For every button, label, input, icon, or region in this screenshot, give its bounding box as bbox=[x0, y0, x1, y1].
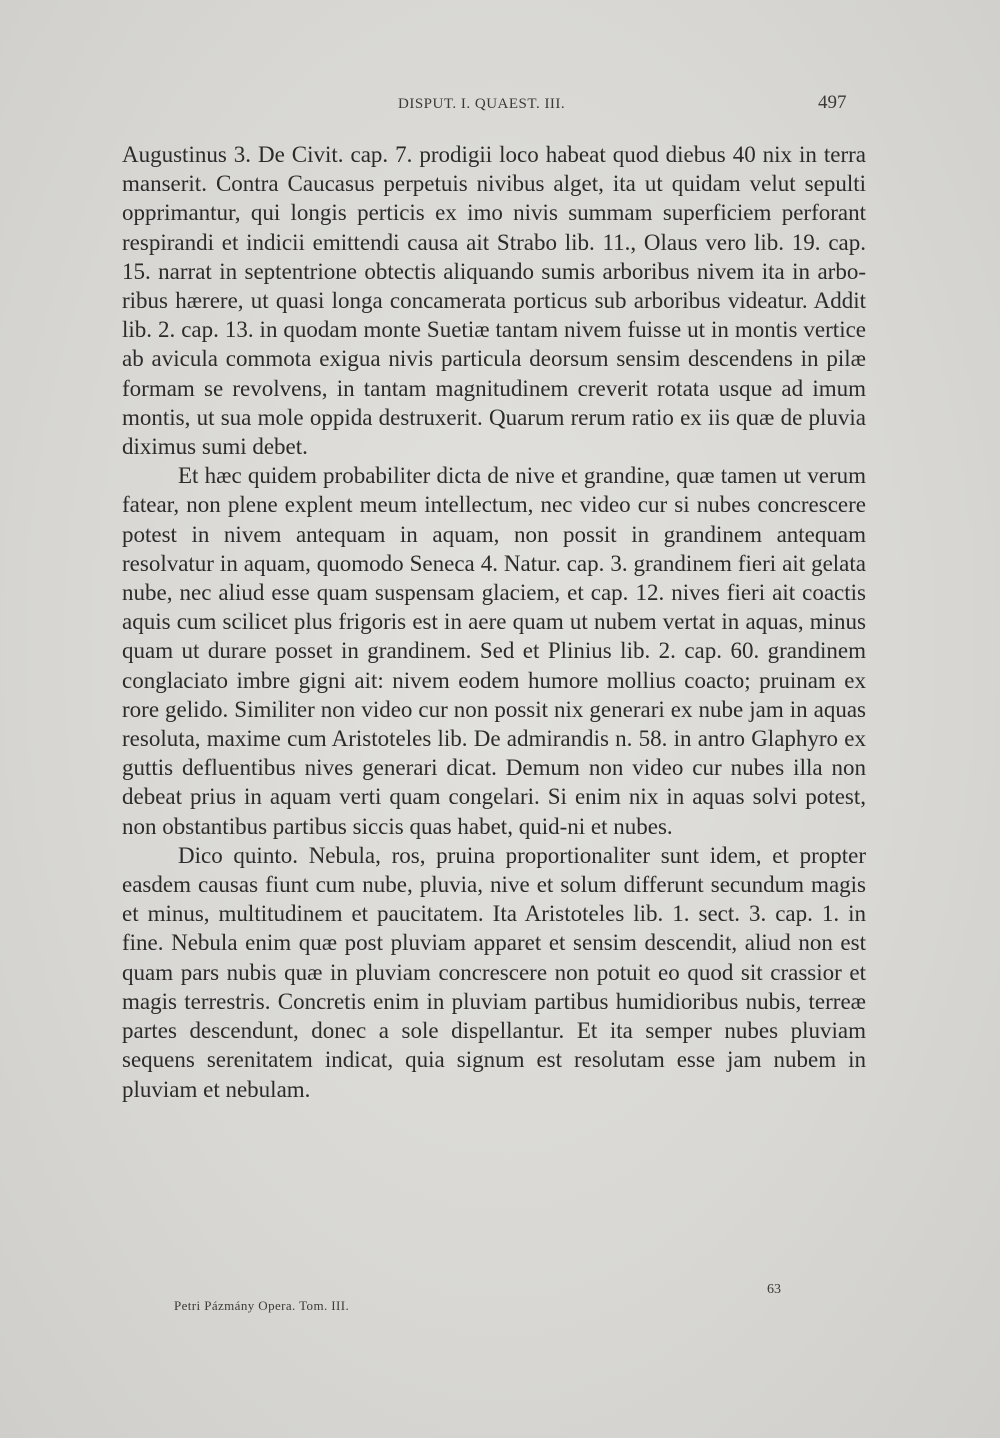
paragraph-augustinus: Augustinus 3. De Civit. cap. 7. prodigii loco habeat quod diebus 40 nix in terra manserit. Contra Caucasus perpetuis nivibus alget, ita ut quidam velut sepulti opprimantur, qui longis perticis ex imo nivis summam superficiem perforant respirandi et indicii emittendi causa ait Strabo lib. 11., Olaus vero lib. 19. cap. 15. narrat in septentrione obtectis aliquando sumis arboribus nivem ita in arboribus hærere, ut quasi longa concamerata porticus sub arboribus videatur. Addit lib. 2. cap. 13. in quodam monte Suetiæ tantam nivem fuisse ut in montis vertice ab avicula commota exigua nivis particula deorsum sensim descendens in pilæ formam se revolvens, in tantam magnitudinem creverit rotata usque ad imum montis, ut sua mole oppida destruxerit. Quarum rerum ratio ex iis quæ de pluvia diximus sumi debet. bbox=[122, 142, 866, 460]
page-footer bbox=[0, 1282, 1000, 1322]
main-text bbox=[122, 140, 866, 1104]
page-number: 497 bbox=[818, 92, 847, 113]
signature-mark: 63 bbox=[767, 1282, 781, 1297]
imprint-line: Petri Pázmány Opera. Tom. III. bbox=[174, 1298, 350, 1313]
running-title: DISPUT. I. QUAEST. III. bbox=[398, 96, 566, 112]
running-head bbox=[0, 92, 1000, 122]
paragraph-dico-quinto: Dico quinto. Nebula, ros, pruina proportionaliter sunt idem, et propter easdem causas fiunt cum nube, pluvia, nive et solum differunt secundum magis et minus, multitudinem et paucitatem. Ita Aristoteles lib. 1. sect. 3. cap. 1. in fine. Nebula enim quæ post pluviam apparet et sensim descendit, aliud non est quam pars nubis quæ in pluviam concrescere non potuit eo quod sit crassior et magis terrestris. Concretis enim in pluviam partibus humidioribus nubis, terreæ partes descendunt, donec a sole dispellantur. Et ita semper nubes pluviam sequens serenitatem indicat, quia signum est resolutam esse jam nubem in pluviam et nebulam. bbox=[122, 842, 866, 1102]
paragraph-et-haec-quidem: Et hæc quidem probabiliter dicta de nive et grandine, quæ tamen ut verum fatear, non plene explent meum intellectum, nec video cur si nubes concrescere potest in nivem antequam in aquam, non possit in grandinem antequam resolvatur in aquam, quomodo Seneca 4. Natur. cap. 3. grandinem fieri ait gelata nube, nec aliud esse quam suspensam glaciem, et cap. 12. nives fieri ait coactis aquis cum scilicet plus frigoris est in aere quam ut nubem vertat in aquas, minus quam ut durare posset in grandinem. Sed et Plinius lib. 2. cap. 60. grandinem conglaciato imbre gigni ait: nivem eodem humore mollius coacto; pruinam ex rore gelido. Similiter non video cur non possit nix generari ex nube jam in aquas resoluta, maxime cum Aristoteles lib. De admirandis n. 58. in antro Glaphyro ex guttis defluentibus nives generari dicat. Demum non video cur nubes illa non debeat prius in aquam verti quam congelari. Si enim nix in aquas solvi potest, non obstantibus partibus siccis quas habet, quid-ni et nubes. bbox=[122, 463, 866, 839]
